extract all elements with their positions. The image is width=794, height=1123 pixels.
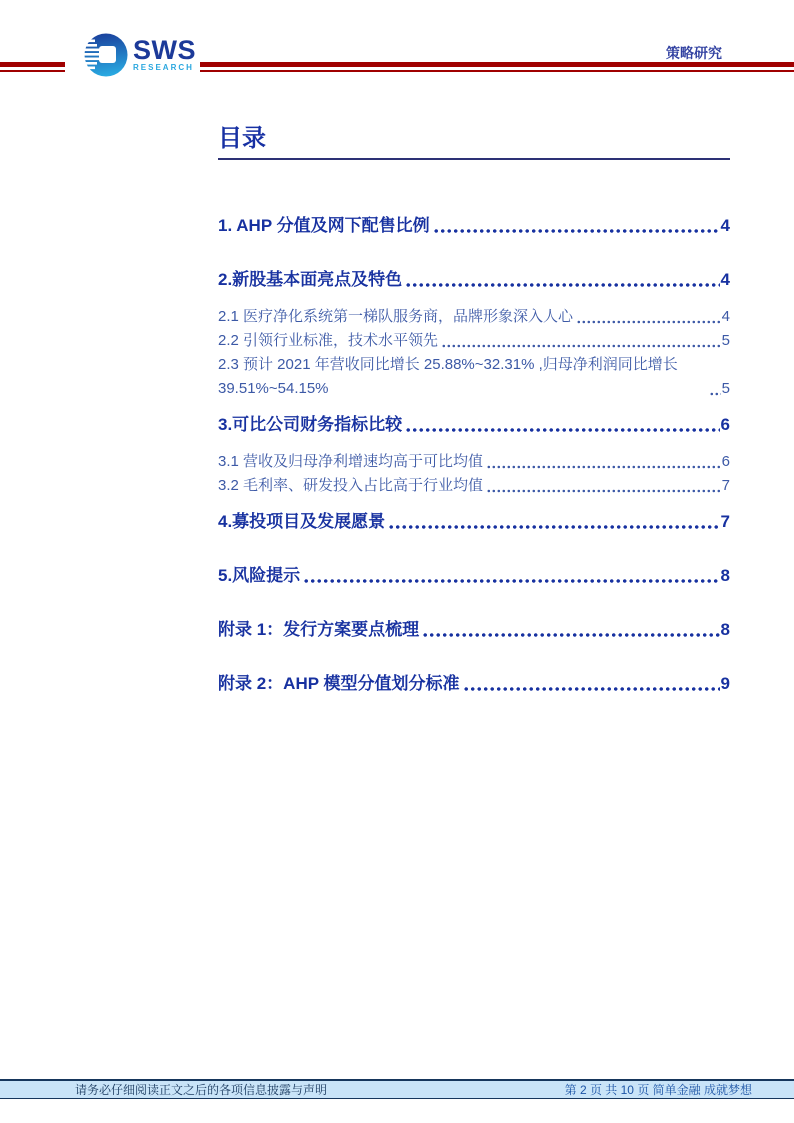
toc-entry-page: 9 — [720, 674, 730, 693]
toc-entry-page: 4 — [720, 216, 730, 235]
toc-entry — [218, 619, 730, 641]
toc-entry-page: 8 — [720, 620, 730, 639]
sws-globe-icon — [84, 33, 128, 82]
toc-entry — [218, 215, 730, 237]
dot-leader — [710, 391, 720, 397]
toc-entry-page: 6 — [720, 415, 730, 434]
toc-entry-page: 7 — [720, 512, 730, 531]
toc-entry-page: 7 — [721, 477, 730, 494]
dot-leader — [464, 686, 720, 692]
toc-entry-label: 3.1 营收及归母净利增速均高于可比均值 — [218, 453, 484, 470]
toc-entry-label: 3.可比公司财务指标比较 — [218, 415, 403, 434]
toc-entry-label: 4.募投项目及发展愿景 — [218, 512, 386, 531]
report-type-label: 策略研究 — [666, 45, 722, 61]
toc-entry-page: 8 — [720, 566, 730, 585]
toc-entry-label: 附录 2：AHP 模型分值划分标准 — [218, 674, 460, 693]
toc-entry-label: 2.2 引领行业标准，技术水平领先 — [218, 332, 439, 349]
toc-title: 目录 — [218, 126, 730, 160]
toc-entry — [218, 565, 730, 587]
logo-research-text: RESEARCH — [133, 63, 194, 72]
toc-entry — [218, 414, 730, 436]
toc-entry — [218, 269, 730, 291]
toc-entry-label: 2.3 预计 2021 年营收同比增长 25.88%~32.31% ,归母净利润同比增长 39.51%~54.15% — [218, 356, 678, 397]
toc-section — [218, 0, 730, 695]
dot-leader — [487, 464, 721, 470]
page-footer — [0, 1079, 794, 1099]
footer-disclaimer: 请务必仔细阅读正文之后的各项信息披露与声明 — [75, 1083, 328, 1097]
dot-leader — [389, 524, 719, 530]
dot-leader — [577, 319, 721, 325]
toc-entry — [218, 450, 730, 474]
footer-page-info: 第 2 页 共 10 页 简单金融 成就梦想 — [564, 1083, 752, 1097]
header-rule-left-thick — [0, 62, 65, 67]
dot-leader — [406, 282, 719, 288]
toc-entry-page: 5 — [721, 332, 730, 349]
dot-leader — [406, 427, 719, 433]
toc-entry-label: 附录 1：发行方案要点梳理 — [218, 620, 420, 639]
toc-entry-label: 3.2 毛利率、研发投入占比高于行业均值 — [218, 477, 484, 494]
toc-entry-label: 2.新股基本面亮点及特色 — [218, 270, 403, 289]
toc-entry-page: 5 — [721, 380, 730, 397]
toc-entry — [218, 511, 730, 533]
dot-leader — [487, 488, 721, 494]
dot-leader — [304, 578, 719, 584]
toc-entry — [218, 329, 730, 353]
header-rule-left-thin — [0, 70, 65, 72]
toc-entry-page: 4 — [720, 270, 730, 289]
toc-entry-page: 4 — [721, 308, 730, 325]
logo-sws-text: SWS — [133, 35, 197, 65]
toc-entry-label: 1. AHP 分值及网下配售比例 — [218, 216, 430, 235]
toc-entry — [218, 474, 730, 498]
toc-entry — [218, 673, 730, 695]
dot-leader — [442, 343, 721, 349]
toc-entry — [218, 353, 730, 401]
toc-entry-label: 2.1 医疗净化系统第一梯队服务商，品牌形象深入人心 — [218, 308, 574, 325]
toc-entry-page: 6 — [721, 453, 730, 470]
logo-wordmark — [133, 33, 196, 72]
sws-logo — [84, 33, 196, 82]
toc-entry-label: 5.风险提示 — [218, 566, 301, 585]
toc-entry — [218, 305, 730, 329]
dot-leader — [423, 632, 719, 638]
dot-leader — [434, 228, 720, 234]
